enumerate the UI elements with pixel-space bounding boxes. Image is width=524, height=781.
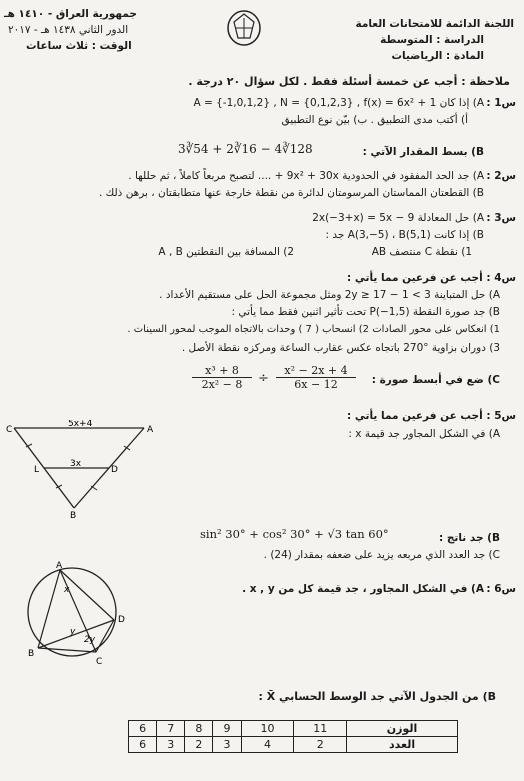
fig5-label-top: 5x+4 (68, 420, 93, 429)
header-time: الوقت : ثلاث ساعات (26, 40, 132, 52)
fig6-label-c: C (96, 657, 103, 667)
table-cell: 3 (157, 737, 185, 753)
q2-label: س2 : (486, 170, 516, 182)
q6-b-text: B) من الجدول الآتي جد الوسط الحسابي X̄ : (258, 690, 496, 703)
q4-frac1-denominator: 2x² − 8 (201, 378, 243, 391)
table-cell: 8 (185, 721, 213, 737)
q4-b-text: B) جد صورة النقطة (1,5−)P تحت تأثير اثنين فقط مما يأتي : (231, 306, 500, 318)
table-cell: 11 (294, 721, 347, 737)
q5-c-text: C) جد العدد الذي مربعه يزيد على ضعفه بمقدار (24) . (263, 549, 500, 561)
q3-label: س3 : (486, 212, 516, 224)
q3-a-text: A) حل المعادلة 2x(−3+x) = 5x − 9 (312, 212, 484, 224)
fig6-label-a: A (56, 561, 63, 571)
q4-a-text: A) حل المتباينة 3 > 1 − 2y ≥ 17 ومثل مجموعة الحل على مستقيم الأعداد . (159, 289, 500, 301)
q1-b-label: B) بسط المقدار الآتي : (362, 146, 484, 158)
q4-b-options: 1) انعكاس على محور الصادات 2) انسحاب ( 7 ) وحدات بالاتجاه الموجب لمحور السينات . (127, 324, 500, 335)
q6-circle-figure (20, 560, 140, 670)
fig6-label-d: D (118, 615, 125, 625)
table-row (129, 721, 458, 737)
q5-b-text: B) جد ناتج : (438, 532, 500, 544)
table-cell: 10 (241, 721, 294, 737)
fig6-label-2y: 2y (84, 635, 96, 645)
q2-b-text: B) القطعتان المماستان المرسومتان لدائرة من نقطة خارجة عنها متطابقتان ، برهن ذلك . (98, 187, 484, 199)
table-cell: 4 (241, 737, 294, 753)
table-header-count: العدد (347, 737, 458, 753)
q3-b-sub1: 1) نقطة C منتصف AB (371, 246, 472, 258)
q4-frac1-numerator: x³ + 8 (192, 364, 252, 378)
fig5-label-mid: 3x (70, 459, 82, 469)
table-cell: 6 (129, 737, 157, 753)
fig5-label-c: C (6, 425, 13, 435)
table-cell: 9 (213, 721, 241, 737)
q6-a-text: A) في الشكل المجاور ، جد قيمة كل من x , y . (242, 583, 484, 595)
q1-a-sub: أ) أكتب مدى التطبيق . ب) بيّن نوع التطبيق (281, 114, 468, 126)
fig6-label-y: y (70, 627, 76, 637)
q4-divide-sign: ÷ (258, 371, 269, 386)
header-subject: المادة : الرياضيات (391, 50, 484, 62)
q5-b-expr: sin² 30° + cos² 30° + √3 tan 60° (200, 527, 389, 541)
q1-a-text: A) إذا كان A = {-1,0,1,2} , N = {0,1,2,3} , f(x) = 6x² + 1 (193, 97, 484, 109)
q1-label: س1 : (486, 97, 516, 109)
header-republic: جمهورية العراق - ١٤١٠ هـ (4, 8, 137, 20)
q5-label: س5 : أجب عن فرعين مما يأتي : (347, 410, 516, 422)
iraq-emblem-icon (220, 6, 268, 50)
q4-c-text: C) ضع في أبسط صورة : (371, 374, 500, 386)
table-cell: 3 (213, 737, 241, 753)
header-study: الدراسة : المتوسطة (380, 34, 484, 46)
q3-b-sub2: 2) المسافة بين النقطتين A , B (158, 246, 294, 258)
fig5-label-l: L (34, 465, 40, 475)
table-cell: 2 (294, 737, 347, 753)
table-row (129, 737, 458, 753)
header-round: الدور الثاني ١٤٣٨ هـ - ٢٠١٧ (8, 24, 129, 36)
table-cell: 7 (157, 721, 185, 737)
fig6-label-x: x (64, 585, 70, 595)
table-cell: 6 (129, 721, 157, 737)
fig5-label-d: D (111, 465, 118, 475)
q4-fraction-2 (276, 364, 356, 391)
q2-a-text: A) جد الحد المفقود في الحدودية 9x² + 30x + .... لتصبح مربعاً كاملاً ، ثم حللها . (128, 170, 484, 182)
q1-b-expr: 3∛54 + 2∛16 − 4∛128 (178, 142, 313, 156)
q4-fraction-1 (192, 364, 252, 391)
q4-frac2-denominator: 6x − 12 (294, 378, 338, 391)
q5-a-text: A) في الشكل المجاور جد قيمة x : (348, 428, 500, 440)
fig6-label-b: B (28, 649, 35, 659)
fig5-label-b: B (70, 511, 77, 520)
q6-label: س6 : (486, 583, 516, 595)
table-cell: 2 (185, 737, 213, 753)
exam-note: ملاحظة : أجب عن خمسة أسئلة فقط . لكل سؤال ٢٠ درجة . (188, 75, 510, 88)
table-header-weight: الوزن (347, 721, 458, 737)
q3-b-text: B) إذا كانت A(3,−5) ، B(5,1) جد : (325, 229, 484, 241)
q4-label: س4 : أجب عن فرعين مما يأتي : (347, 272, 516, 284)
weights-table (128, 720, 458, 753)
q5-triangle-figure (4, 420, 164, 520)
q4-b-option3: 3) دوران بزاوية °270 باتجاه عكس عقارب الساعة ومركزه نقطة الأصل . (181, 342, 500, 354)
q4-frac2-numerator: x² − 2x + 4 (276, 364, 356, 378)
header-committee: اللجنة الدائمة للامتحانات العامة (355, 18, 514, 30)
fig5-label-a: A (147, 425, 154, 435)
